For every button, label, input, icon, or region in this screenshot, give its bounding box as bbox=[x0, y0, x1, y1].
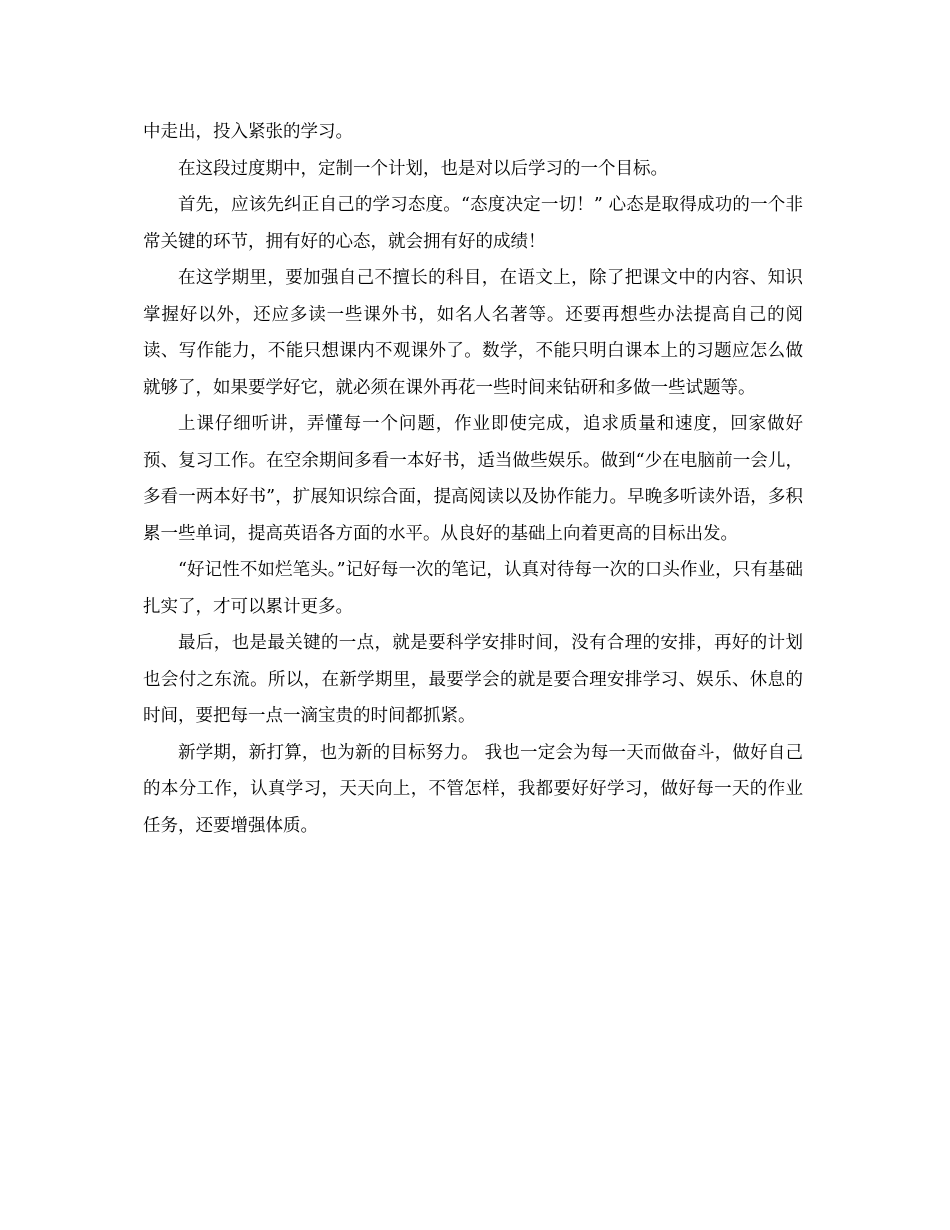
paragraph-5: 上课仔细听讲，弄懂每一个问题，作业即使完成，追求质量和速度，回家做好预、复习工作。在空余期间多看一本好书，适当做些娱乐。做到“少在电脑前一会儿，多看一两本好书”，扩展知识综合面，提高阅读以及协作能力。早晚多听读外语，多积累一些单词，提高英语各方面的水平。从良好的基础上向着更高的目标出发。 bbox=[143, 414, 803, 544]
paragraph-2: 在这段过度期中，定制一个计划，也是对以后学习的一个目标。 bbox=[178, 158, 668, 179]
paragraph-4: 在这学期里，要加强自己不擅长的科目，在语文上，除了把课文中的内容、知识掌握好以外，还应多读一些课外书，如名人名著等。还要再想些办法提高自己的阅读、写作能力，不能只想课内不观课外了。数学，不能只明白课本上的习题应怎么做就够了，如果要学好它，就必须在课外再花一些时间来钻研和多做一些试题等。 bbox=[143, 268, 803, 398]
paragraph-1: 中走出，投入紧张的学习。 bbox=[143, 122, 353, 142]
paragraph-6: “好记性不如烂笔头。”记好每一次的笔记，认真对待每一次的口头作业，只有基础扎实了，才可以累计更多。 bbox=[143, 560, 803, 617]
paragraph-7: 最后，也是最关键的一点，就是要科学安排时间，没有合理的安排，再好的计划也会付之东流。所以，在新学期里，最要学会的就是要合理安排学习、娱乐、休息的时间，要把每一点一滴宝贵的时间都抓紧。 bbox=[143, 633, 803, 726]
paragraph-8: 新学期，新打算，也为新的目标努力。 我也一定会为每一天而做奋斗，做好自己的本分工作，认真学习，天天向上，不管怎样，我都要好好学习，做好每一天的作业任务，还要增强体质。 bbox=[143, 742, 803, 836]
document-body bbox=[143, 114, 803, 844]
paragraph-3: 首先，应该先纠正自己的学习态度。“态度决定一切！” 心态是取得成功的一个非常关键的环节，拥有好的心态，就会拥有好的成绩！ bbox=[143, 195, 803, 252]
